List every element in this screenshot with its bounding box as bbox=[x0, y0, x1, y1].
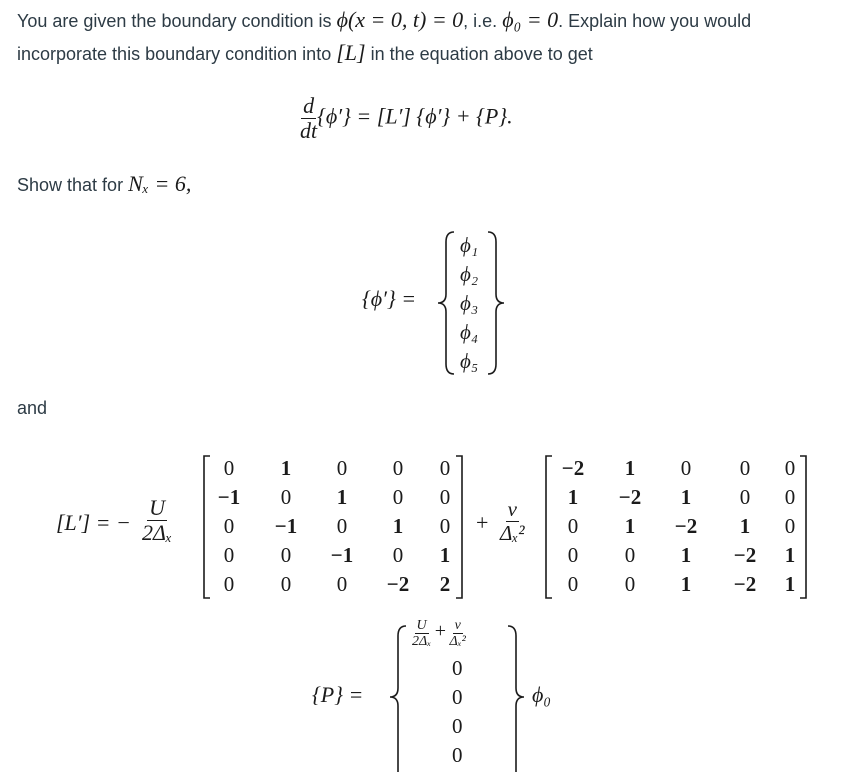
ddt-num: d bbox=[303, 93, 315, 118]
intro-text-5: in the equation above to get bbox=[365, 44, 593, 64]
matrix1-cell: 0 bbox=[280, 485, 292, 509]
P-vector-entries bbox=[452, 654, 463, 770]
P-top-entry bbox=[412, 618, 466, 650]
intro-text-2: , i.e. bbox=[463, 11, 503, 31]
phi-vector-entries bbox=[460, 231, 478, 376]
matrix2-cell: 0 bbox=[624, 572, 636, 596]
matrix1-cell: −1 bbox=[330, 543, 354, 567]
matrix1-cell: 1 bbox=[439, 543, 451, 567]
matrix1-cell: 0 bbox=[439, 456, 451, 480]
matrix2-cell: −2 bbox=[618, 485, 642, 509]
matrix2-cell: 0 bbox=[567, 572, 579, 596]
boundary-condition-math: ϕ(x = 0, t) = 0 bbox=[336, 7, 464, 32]
P-entry: 0 bbox=[452, 714, 463, 738]
ddt-den: dt bbox=[300, 118, 318, 144]
matrix1-cell: 1 bbox=[280, 456, 292, 480]
P-vector-rhs: ϕ₀ bbox=[532, 682, 552, 707]
diffusion-den: Δₓ² bbox=[500, 521, 525, 546]
matrix2-cell: 0 bbox=[784, 485, 796, 509]
show-that-line bbox=[17, 168, 191, 201]
matrix2-cell: 1 bbox=[680, 572, 692, 596]
matrix2-cell: 0 bbox=[624, 543, 636, 567]
P-vector-lhs: {P} = bbox=[312, 682, 364, 707]
matrix1-cell: 0 bbox=[223, 543, 235, 567]
ddt-fraction bbox=[300, 94, 317, 143]
matrix1-cell: 1 bbox=[336, 485, 348, 509]
matrix2-cell: −2 bbox=[733, 543, 757, 567]
matrix2-cell: 1 bbox=[624, 456, 636, 480]
matrix2-cell: 1 bbox=[624, 514, 636, 538]
matrix1-cell: 0 bbox=[392, 543, 404, 567]
matrix1-cell: 1 bbox=[392, 514, 404, 538]
matrix1-cell: 0 bbox=[223, 572, 235, 596]
matrix2-cell: 0 bbox=[784, 514, 796, 538]
P-top-den2: Δₓ² bbox=[449, 634, 466, 650]
matrix2-cell: −2 bbox=[733, 572, 757, 596]
matrix1-cell: 0 bbox=[439, 485, 451, 509]
matrix1-cell: 0 bbox=[392, 485, 404, 509]
matrix2-cell: −2 bbox=[674, 514, 698, 538]
matrix2-cell: 1 bbox=[567, 485, 579, 509]
matrix1-cell: 0 bbox=[223, 456, 235, 480]
intro-paragraph bbox=[17, 4, 751, 70]
matrix1-cell: 0 bbox=[336, 514, 348, 538]
P-top-num1: U bbox=[416, 618, 427, 633]
P-entry: 0 bbox=[452, 685, 463, 709]
matrix1-cell: −2 bbox=[386, 572, 410, 596]
phi-entry: ϕ₃ bbox=[460, 291, 479, 315]
advection-num: U bbox=[149, 495, 166, 520]
P-top-num2: ν bbox=[454, 618, 461, 633]
matrix1-cell: −1 bbox=[217, 485, 241, 509]
matrix1-cell: 0 bbox=[223, 514, 235, 538]
intro-text-1: You are given the boundary condition is bbox=[17, 11, 337, 31]
phi-entry: ϕ₄ bbox=[460, 320, 479, 344]
matrix1-cell: 0 bbox=[439, 514, 451, 538]
matrix2-cell: 1 bbox=[784, 572, 796, 596]
matrix1-cell: 0 bbox=[392, 456, 404, 480]
P-top-plus: + bbox=[434, 620, 446, 643]
L-prime-lhs: [L′] = − bbox=[56, 510, 131, 535]
matrix2-cell: −2 bbox=[561, 456, 585, 480]
phi-vector-lhs: {ϕ′} = bbox=[362, 286, 417, 311]
matrix2-cell: 1 bbox=[680, 485, 692, 509]
evolution-equation bbox=[300, 94, 513, 143]
P-entry: 0 bbox=[452, 656, 463, 680]
advection-fraction bbox=[142, 496, 172, 545]
matrix1-cell: 0 bbox=[280, 572, 292, 596]
matrix2-cell: 0 bbox=[567, 514, 579, 538]
matrix2-cell: 0 bbox=[739, 456, 751, 480]
diffusion-fraction bbox=[500, 498, 525, 545]
advection-den: 2Δₓ bbox=[142, 520, 173, 546]
evolution-equation-rhs: {ϕ′} = [L′] {ϕ′} + {P}. bbox=[317, 103, 513, 129]
matrix2-cell: 0 bbox=[680, 456, 692, 480]
diffusion-num: ν bbox=[507, 497, 517, 521]
P-top-den1: 2Δₓ bbox=[412, 634, 432, 650]
matrix1-cell: 2 bbox=[439, 572, 451, 596]
matrix1-cell: 0 bbox=[280, 543, 292, 567]
phi-entry: ϕ₁ bbox=[460, 233, 479, 257]
intro-line-1 bbox=[17, 4, 751, 37]
intro-text-3: . Explain how you would bbox=[558, 11, 752, 31]
matrix1-cell: −1 bbox=[274, 514, 298, 538]
and-text: and bbox=[17, 398, 48, 418]
matrix1-cell: 0 bbox=[336, 456, 348, 480]
intro-line-2 bbox=[17, 37, 751, 70]
show-that-text: Show that for bbox=[17, 175, 129, 195]
matrix2-cell: 1 bbox=[739, 514, 751, 538]
phi0-math: ϕ₀ = 0 bbox=[502, 7, 559, 32]
phi-entry: ϕ₅ bbox=[460, 349, 479, 373]
L-matrix-math: [L] bbox=[336, 40, 366, 65]
matrix2-cell: 1 bbox=[680, 543, 692, 567]
matrix1-cell: 0 bbox=[336, 572, 348, 596]
Nx-math: Nₓ = 6, bbox=[128, 171, 192, 196]
plus-sign: + bbox=[476, 510, 489, 535]
phi-entry: ϕ₂ bbox=[460, 262, 479, 286]
matrix2-cell: 0 bbox=[739, 485, 751, 509]
matrix2-cell: 0 bbox=[784, 456, 796, 480]
matrix2-cell: 1 bbox=[784, 543, 796, 567]
P-entry: 0 bbox=[452, 743, 463, 767]
matrix2-cell: 0 bbox=[567, 543, 579, 567]
intro-text-4: incorporate this boundary condition into bbox=[17, 44, 337, 64]
